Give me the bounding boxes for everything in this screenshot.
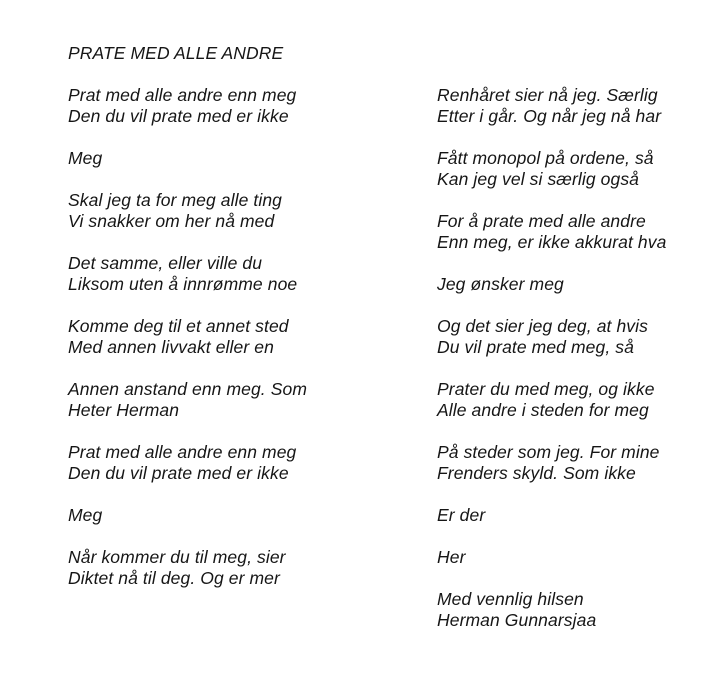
poem-stanza [437,316,700,358]
poem-stanza [68,190,437,232]
poem-stanza [437,547,700,568]
poem-line: Fått monopol på ordene, så [437,148,654,168]
poem-line: Prater du med meg, og ikke [437,379,655,399]
poem-columns [68,85,700,631]
poem-line: Annen anstand enn meg. Som [68,379,308,399]
poem-stanza [68,253,437,295]
poem-line: Med vennlig hilsen [437,589,584,609]
poem-line: Skal jeg ta for meg alle ting [68,190,282,210]
poem-line: Kan jeg vel si særlig også [437,169,640,189]
poem-stanza [437,85,700,127]
poem-line: Diktet nå til deg. Og er mer [68,568,280,588]
poem-line: Heter Herman [68,400,180,420]
poem-stanza [68,442,437,484]
poem-stanza [68,547,437,589]
poem-line: Meg [68,148,103,168]
poem-line: Enn meg, er ikke akkurat hva [437,232,667,252]
poem-line: Herman Gunnarsjaa [437,610,597,630]
poem-line: Den du vil prate med er ikke [68,463,289,483]
poem-line: Vi snakker om her nå med [68,211,275,231]
poem-stanza [437,442,700,484]
poem-line: For å prate med alle andre [437,211,646,231]
poem-left-column [68,85,437,589]
poem-stanza [68,148,437,169]
poem-line: Meg [68,505,103,525]
poem-signature [437,589,700,631]
poem-line: Her [437,547,466,567]
poem-line: Er der [437,505,486,525]
poem-stanza [437,505,700,526]
poem-line: På steder som jeg. For mine [437,442,660,462]
poem-title: PRATE MED ALLE ANDRE [68,43,284,63]
poem-line: Liksom uten å innrømme noe [68,274,298,294]
poem-stanza [437,148,700,190]
poem-stanza [437,211,700,253]
poem-line: Du vil prate med meg, så [437,337,634,357]
poem-line: Når kommer du til meg, sier [68,547,286,567]
poem-line: Prat med alle andre enn meg [68,442,297,462]
poem-line: Alle andre i steden for meg [437,400,649,420]
poem-line: Det samme, eller ville du [68,253,263,273]
poem-line: Renhåret sier nå jeg. Særlig [437,85,658,105]
poem-line: Frenders skyld. Som ikke [437,463,636,483]
poem-line: Etter i går. Og når jeg nå har [437,106,662,126]
poem-line: Med annen livvakt eller en [68,337,274,357]
poem-stanza [68,379,437,421]
poem-stanza [68,85,437,127]
poem-line: Prat med alle andre enn meg [68,85,297,105]
poem-stanza [437,379,700,421]
poem-stanza [437,274,700,295]
poem-stanza [68,505,437,526]
poem-right-column [437,85,700,631]
poem-line: Den du vil prate med er ikke [68,106,289,126]
poem-line: Jeg ønsker meg [437,274,564,294]
poem-line: Og det sier jeg deg, at hvis [437,316,648,336]
poem-stanza [68,316,437,358]
poem-line: Komme deg til et annet sted [68,316,289,336]
